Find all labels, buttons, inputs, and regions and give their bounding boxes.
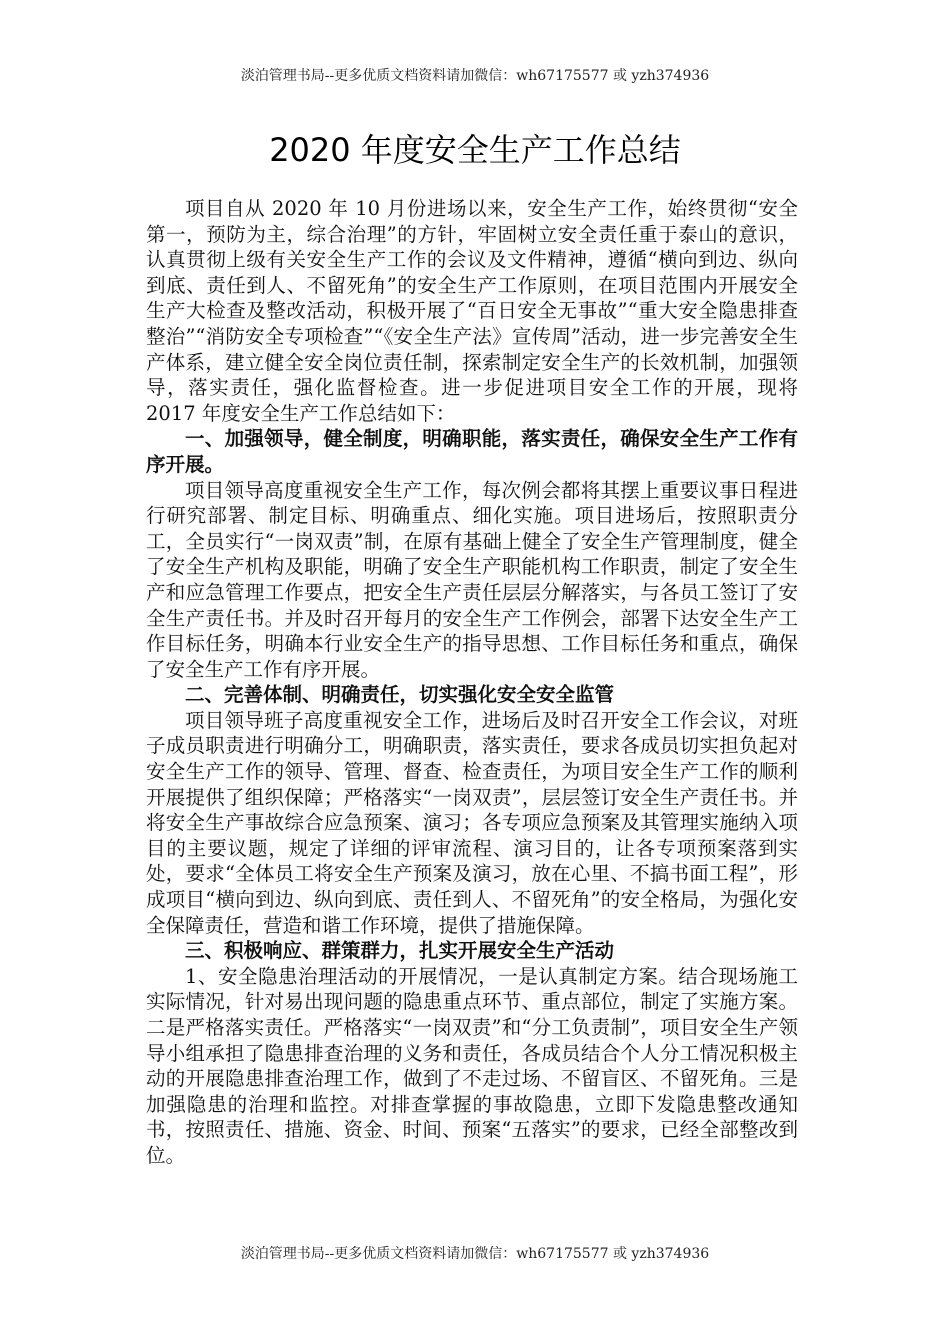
page-header: 淡泊管理书局--更多优质文档资料请加微信：wh67175577 或 yzh374936: [240, 68, 710, 84]
intro-paragraph: 项目自从 2020 年 10 月份进场以来，安全生产工作，始终贯彻“安全第一，预防为主，综合治理”的方针，牢固树立安全责任重于泰山的意识，认真贯彻上级有关安全生产工作的会议及文件精神，遵循“横向到边、纵向到底、责任到人、不留死角”的安全生产工作原则，在项目范围内开展安全生产大检查及整改活动，积极开展了“百日安全无事故”“重大安全隐患排查整治”“消防安全专项检查”“《安全生产法》宣传周”活动，进一步完善安全生产体系，建立健全安全岗位责任制，探索制定安全生产的长效机制，加强领导，落实责任，强化监督检查。进一步促进项目安全工作的开展，现将 2017 年度安全生产工作总结如下：: [146, 197, 798, 425]
section-heading-3: 三、积极响应、群策群力，扎实开展安全生产活动: [185, 939, 615, 963]
section-heading-1: 一、加强领导，健全制度，明确职能，落实责任，确保安全生产工作有序开展。: [146, 427, 798, 476]
page-footer: 淡泊管理书局--更多优质文档资料请加微信：wh67175577 或 yzh374936: [240, 1246, 710, 1262]
section-1-paragraph: 项目领导高度重视安全生产工作，每次例会都将其摆上重要议事日程进行研究部署、制定目标、明确重点、细化实施。项目进场后，按照职责分工，全员实行“一岗双责”制，在原有基础上健全了安全生产管理制度，健全了安全生产机构及职能，明确了安全生产职能机构工作职责，制定了安全生产和应急管理工作要点，把安全生产责任层层分解落实，与各员工签订了安全生产责任书。并及时召开每月的安全生产工作例会，部署下达安全生产工作目标任务，明确本行业安全生产的指导思想、工作目标任务和重点，确保了安全生产工作有序开展。: [146, 478, 798, 681]
document-body: [146, 196, 798, 1169]
section-3-paragraph: 1、安全隐患治理活动的开展情况，一是认真制定方案。结合现场施工实际情况，针对易出现问题的隐患重点环节、重点部位，制定了实施方案。二是严格落实责任。严格落实“一岗双责”和“分工负责制”，项目安全生产领导小组承担了隐患排查治理的义务和责任，各成员结合个人分工情况积极主动的开展隐患排查治理工作，做到了不走过场、不留盲区、不留死角。三是加强隐患的治理和监控。对排查掌握的事故隐患，立即下发隐患整改通知书，按照责任、措施、资金、时间、预案“五落实”的要求，已经全部整改到位。: [146, 964, 798, 1167]
section-2-paragraph: 项目领导班子高度重视安全工作，进场后及时召开安全工作会议，对班子成员职责进行明确分工，明确职责，落实责任，要求各成员切实担负起对安全生产工作的领导、管理、督查、检查责任，为项目安全生产工作的顺利开展提供了组织保障；严格落实“一岗双责”，层层签订安全生产责任书。并将安全生产事故综合应急预案、演习；各专项应急预案及其管理实施纳入项目的主要议题，规定了详细的评审流程、演习目的，让各专项预案落到实处，要求“全体员工将安全生产预案及演习，放在心里、不搞书面工程”，形成项目“横向到边、纵向到底、责任到人、不留死角”的安全格局，为强化安全保障责任，营造和谐工作环境，提供了措施保障。: [146, 708, 798, 937]
document-title: 2020 年度安全生产工作总结: [269, 131, 681, 169]
section-heading-2: 二、完善体制、明确责任，切实强化安全安全监管: [185, 683, 615, 707]
